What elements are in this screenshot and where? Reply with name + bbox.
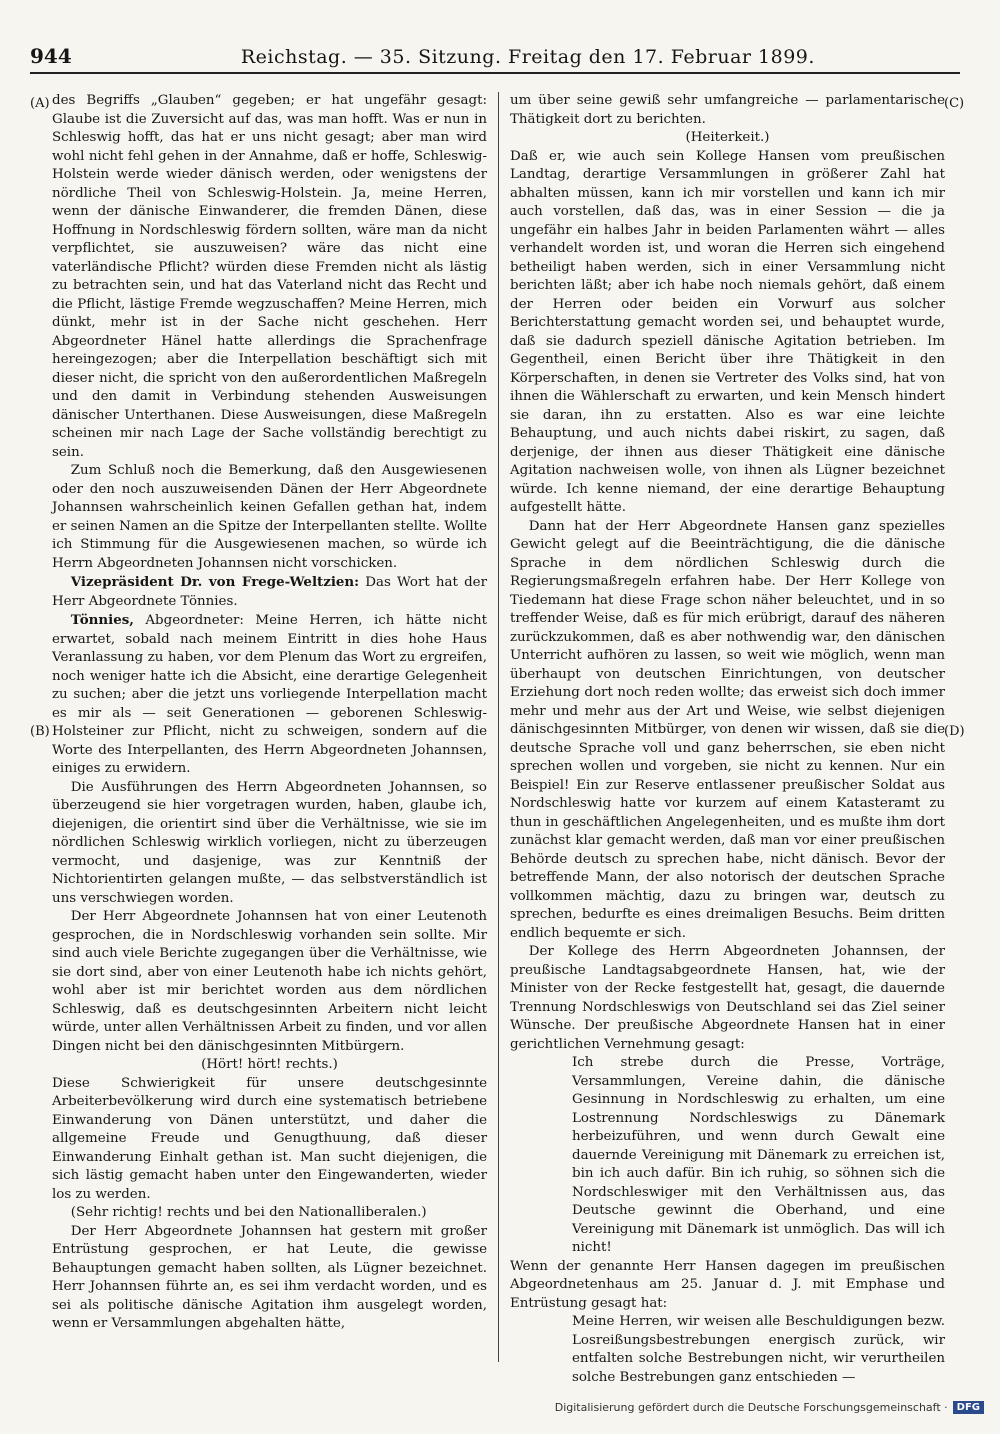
dfg-logo: DFG [953,1401,984,1414]
column-divider [498,92,499,1362]
paragraph: Der Herr Abgeordnete Johannsen hat gestern mit großer Entrüstung gesprochen, er hat Leute, die gewisse Behauptungen gemacht haben sollten, als Lügner bezeichnet. Herr Johannsen führte an, es sei ihm verdacht worden, und es sei als politische dänische Agitation ihm ausgelegt worden, wenn er Versammlungen abgehalten hätte, [52,1223,487,1331]
paragraph: Daß er, wie auch sein Kollege Hansen vom preußischen Landtag, derartige Versammlungen in größerer Zahl hat abhalten müssen, kann ich mir vorstellen und kann ich mir auch vorstellen, daß das, was in einer Session — die ja ungefähr ein halbes Jahr in beiden Parlamenten währt — alles verhandelt worden ist, und woran die Herren sich eingehend betheiligt haben werden, sich in einer Versammlung nicht berichten läßt; aber ich habe noch niemals gehört, daß einem der Herren oder beiden ein Vorwurf aus solcher Berichterstattung gemacht worden sei, und behauptet wurde, daß sie dadurch speziell dänische Agitation betrieben. Im Gegentheil, einen Bericht über ihre Thätigkeit in den Körperschaften, in denen sie Vertreter des Volks sind, hat von ihnen die Wählerschaft zu erwarten, und kein Mensch hindert sie daran, ihn zu erstatten. Also es war eine leichte Behauptung, und auch nichts dabei riskirt, zu sagen, daß derjenige, der ihnen aus dieser Thätigkeit eine dänische Agitation nachweisen wolle, von ihnen als Lügner bezeichnet würde. Ich kenne niemand, der eine derartige Behauptung aufgestellt hätte. [510,148,945,515]
block-quote: Ich strebe durch die Presse, Vorträge, Versammlungen, Vereine dahin, die dänische Gesinnung in Nordschleswig zu erhalten, um eine Lostrennung Nordschleswigs zu Dänemark herbeizuführen, und wenn durch Gewalt eine dauernde Vereinigung mit Dänemark zu erreichen ist, bin ich auch dafür. Bin ich ruhig, so söhnen sich die Nordschleswiger mit den Verhältnissen aus, das Deutsche gewinnt die Oberhand, und eine Vereinigung mit Dänemark ist unmöglich. Das will ich nicht! [572,1055,945,1255]
paragraph-text: Abgeordneter: Meine Herren, ich hätte nicht erwartet, sobald nach meinem Eintritt in dies hohe Haus Veranlassung zu haben, vor dem Plenum das Wort zu ergreifen, noch weniger hatte ich die Absicht, eine derartige Gelegenheit zu suchen; aber die jetzt uns vorliegende Interpellation macht es mir als — seit Generationen — geborenen Schleswig-Holsteiner zur Pflicht, nicht zu schweigen, sondern auf die Worte des Interpellanten, des Herrn Abgeordneten Johannsen, einiges zu erwidern. [52,613,487,776]
paragraph: um über seine gewiß sehr umfangreiche — parlamentarische Thätigkeit dort zu berichten. [510,93,945,127]
paragraph: des Begriffs „Glauben“ gegeben; er hat ungefähr gesagt: Glaube ist die Zuversicht auf das, was man hofft. Was er nun in Schleswig hofft, das hat er uns nicht gesagt; aber man wird wohl nicht fehl gehen in der Annahme, daß er hoffe, Schleswig-Holstein werde wieder dänisch werden, oder wenigstens der nördliche Theil von Schleswig-Holstein. Ja, meine Herren, wenn der dänische Einwanderer, die fremden Dänen, diese Hoffnung in Nordschleswig fördern sollten, wäre man da nicht verpflichtet, sie auszuweisen? wäre das nicht eine vaterländische Pflicht? würden diese Fremden nicht als lästig zu betrachten sein, und hat das Vaterland nicht das Recht und die Pflicht, lästige Fremde wegzuschaffen? Meine Herren, mich dünkt, mehr ist in der Sache nicht geschehen. Herr Abgeordneter Hänel hatte allerdings die Sprachenfrage hereingezogen; aber die Interpellation beschäftigt sich mit dieser nicht, die spricht von den außerordentlichen Maßregeln und den damit in Verbindung stehenden Ausweisungen dänischer Unterthanen. Diese Ausweisungen, diese Maßregeln scheinen mir nach Lage der Sache vollständig berechtigt zu sein. [52,93,487,460]
margin-marker-c: (C) [944,96,965,111]
interjection: (Hört! hört! rechts.) [201,1057,338,1072]
running-title: Reichstag. — 35. Sitzung. Freitag den 17. Februar 1899. [240,46,815,68]
margin-marker-a: (A) [30,96,50,111]
margin-marker-d: (D) [944,724,965,739]
paragraph-text: Das Wort hat der Herr Abgeordnete Tönnies. [52,575,487,609]
paragraph: Der Herr Abgeordnete Johannsen hat von einer Leutenoth gesprochen, die in Nordschleswig vorhanden sein sollte. Mir sind auch viele Berichte zugegangen über die Verhältnisse, wie sie dort sind, aber von einer Leutenoth habe ich nichts gehört, wohl aber ist mir berichtet worden aus dem nördlichen Schleswig, daß es deutschgesinnten Arbeitern nicht leicht würde, unter allen Verhältnissen Arbeit zu finden, und vor allen Dingen nicht bei den dänischgesinnten Mitbürgern. [52,909,487,1054]
page-number: 944 [30,44,72,68]
speaker-name: Tönnies, [70,612,134,628]
paragraph: Dann hat der Herr Abgeordnete Hansen ganz spezielles Gewicht gelegt auf die Beeinträchtigung, die die dänische Sprache in dem nördlichen Schleswig durch die Regierungsmaßregeln erfahren habe. Der Herr Kollege von Tiedemann hat diese Frage schon näher beleuchtet, und in so treffender Weise, daß es für mich erübrigt, darauf des näheren zurückzukommen, daß es aber nothwendig war, den dänischen Unterricht aufhören zu lassen, so weit wie möglich, wenn man überhaupt von deutschen Einrichtungen, von deutscher Erziehung dort noch reden wollte; das erweist sich doch immer mehr und mehr aus der Art und Weise, wie selbst diejenigen dänischgesinnten Mitbürger, von denen wir wissen, daß sie die deutsche Sprache voll und ganz beherrschen, sie eben nicht sprechen wollen und vorgeben, sie nicht zu kennen. Nur ein Beispiel! Ein zur Reserve entlassener preußischer Soldat aus Nordschleswig hatte vor kurzem auf einem Katasteramt zu thun in geschäftlichen Angelegenheiten, und es mußte ihm dort zunächst klar gemacht werden, daß man vor einer preußischen Behörde deutsch zu sprechen habe, nicht dänisch. Bevor der betreffende Mann, der also notorisch der deutschen Sprache vollkommen mächtig, dazu zu bringen war, deutsch zu sprechen, bedurfte es eines dreimaligen Besuchs. Beim dritten endlich bequemte er sich. [510,518,945,941]
right-column [510,92,945,1387]
left-column [52,92,487,1334]
digitization-credit: Digitalisierung gefördert durch die Deutsche Forschungsgemeinschaft · [554,1401,948,1414]
paragraph: Die Ausführungen des Herrn Abgeordneten Johannsen, so überzeugend sie hier vorgetragen wurden, haben, glaube ich, diejenigen, die orientirt sind über die Verhältnisse, wie sie im nördlichen Schleswig wirklich vorliegen, nicht zu überzeugen vermocht, und dasjenige, was zur Kenntniß der Nichtorientirten gelangen mußte, — das selbstverständlich ist uns verschwiegen worden. [52,779,487,906]
page-header [30,44,960,74]
speaker-paragraph [52,611,487,779]
interjection: (Heiterkeit.) [685,130,770,145]
paragraph: Wenn der genannte Herr Hansen dagegen im preußischen Abgeordnetenhaus am 25. Januar d. J. mit Emphase und Entrüstung gesagt hat: [510,1258,945,1311]
speaker-paragraph [52,573,487,611]
interjection: (Sehr richtig! rechts und bei den Nationalliberalen.) [70,1205,427,1220]
paragraph: Zum Schluß noch die Bemerkung, daß den Ausgewiesenen oder den noch auszuweisenden Dänen der Herr Abgeordnete Johannsen wahrscheinlich keinen Gefallen gethan hat, indem er seinen Namen an die Spitze der Interpellanten stellte. Wollte ich Stimmung für die Ausgewiesenen machen, so würde ich Herrn Abgeordneten Johannsen nicht vorschicken. [52,463,487,571]
margin-marker-b: (B) [30,724,50,739]
block-quote: Meine Herren, wir weisen alle Beschuldigungen bezw. Losreißungsbestrebungen energisch zurück, wir entfalten solche Bestrebungen nicht, wir verurtheilen solche Bestrebungen ganz entschieden — [572,1314,945,1385]
speaker-name: Vizepräsident Dr. von Frege-Weltzien: [70,574,360,590]
footer [555,1401,984,1414]
paragraph: Der Kollege des Herrn Abgeordneten Johannsen, der preußische Landtagsabgeordnete Hansen, hat, wie der Minister von der Recke festgestellt hat, gesagt, die dauernde Trennung Nordschleswigs von Deutschland sei das Ziel seiner Wünsche. Der preußische Abgeordnete Hansen hat in einer gerichtlichen Vernehmung gesagt: [510,944,945,1052]
paragraph: Diese Schwierigkeit für unsere deutschgesinnte Arbeiterbevölkerung wird durch eine systematisch betriebene Einwanderung von Dänen unterstützt, und daher die allgemeine Freude und Genugthuung, daß dieser Einwanderung Einhalt gethan ist. Man sucht diejenigen, die sich lästig gemacht haben unter den Eingewanderten, wieder los zu werden. [52,1075,487,1202]
